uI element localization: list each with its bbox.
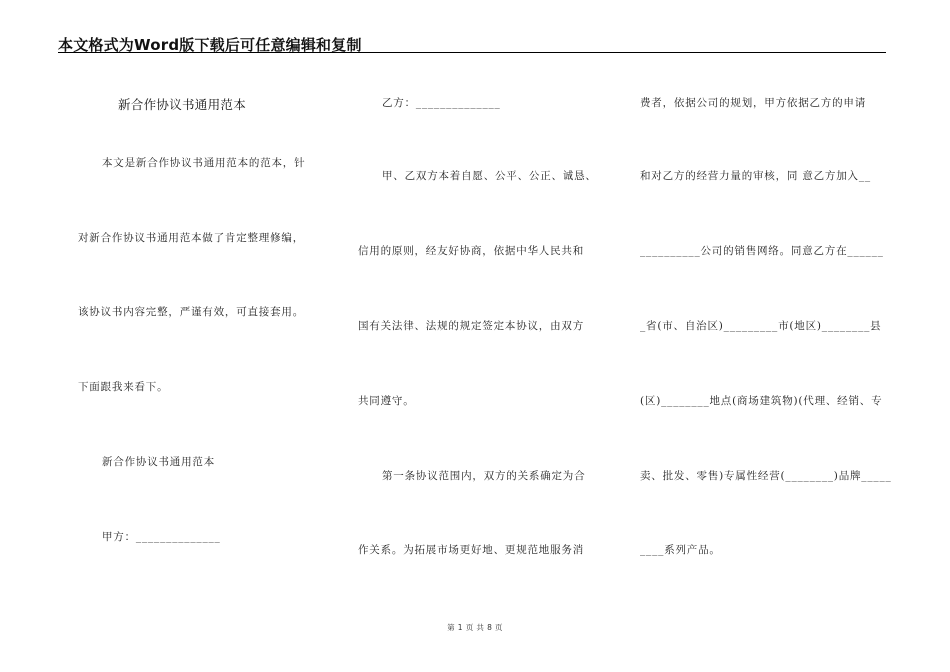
text-line: 下面跟我来看下。 (78, 381, 169, 393)
text-line: 国有关法律、法规的规定签定本协议，由双方 (358, 320, 584, 332)
text-line: 新合作协议书通用范本 (102, 456, 215, 468)
text-line: 信用的原则，经友好协商，依据中华人民共和 (358, 245, 584, 257)
text-line: 卖、批发、零售)专属性经营(________)品牌_____ (640, 470, 892, 482)
text-line: (区)________地点(商场建筑物)(代理、经销、专 (640, 395, 883, 407)
text-line: 共同遵守。 (358, 395, 415, 407)
document-title: 新合作协议书通用范本 (118, 97, 247, 112)
text-line: __________公司的销售网络。同意乙方在______ (640, 245, 884, 257)
header-text: 本文格式为Word版下载后可任意编辑和复制 (58, 36, 362, 54)
header-divider (58, 52, 886, 53)
text-line: 甲、乙双方本着自愿、公平、公正、诚恳、 (382, 170, 597, 182)
text-line: 该协议书内容完整，严谨有效，可直接套用。 (78, 306, 304, 318)
text-line: 第一条协议范围内，双方的关系确定为合 (382, 470, 586, 482)
page-number: 第 1 页 共 8 页 (447, 623, 503, 632)
text-line: 和对乙方的经营力量的审核，同 意乙方加入__ (640, 170, 871, 182)
text-line: 本文是新合作协议书通用范本的范本，针 (102, 157, 306, 169)
text-line: 对新合作协议书通用范本做了肯定整理修编， (78, 232, 304, 244)
party-b-line: 乙方：______________ (382, 97, 501, 109)
text-line: _省(市、自治区)_________市(地区)________县 (640, 320, 882, 332)
text-line: 费者，依据公司的规划，甲方依据乙方的申请 (640, 97, 866, 109)
text-line: ____系列产品。 (640, 544, 721, 556)
text-line: 作关系。为拓展市场更好地、更规范地服务消 (358, 544, 584, 556)
party-a-line: 甲方：______________ (102, 531, 221, 543)
